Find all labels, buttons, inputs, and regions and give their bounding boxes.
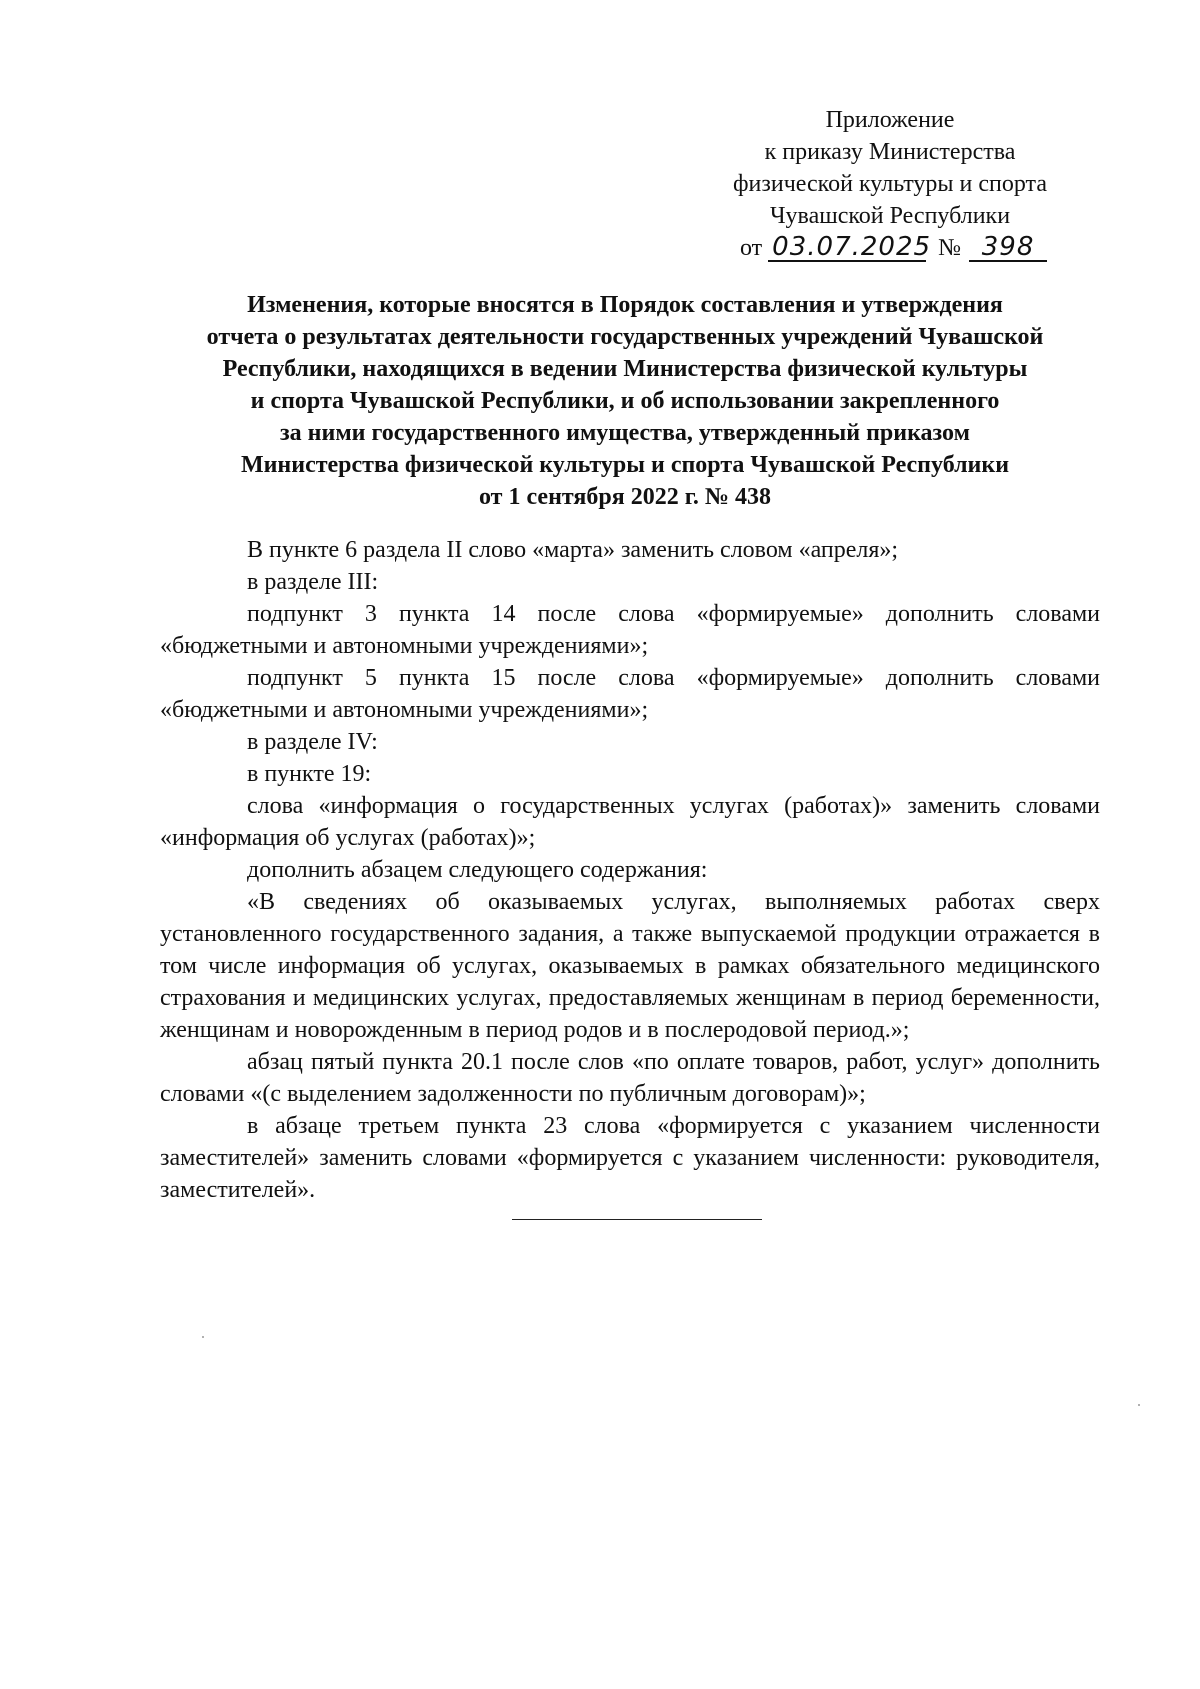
document-body [160, 534, 1100, 1206]
body-paragraph: подпункт 3 пункта 14 после слова «формируемые» дополнить словами «бюджетными и автономными учреждениями»; [160, 601, 1100, 659]
title-line: и спорта Чувашской Республики, и об использовании закрепленного [250, 388, 1000, 414]
appendix-order-ref: к приказу Министерства [764, 139, 1016, 165]
title-line: за ними государственного имущества, утвержденный приказом [280, 420, 970, 446]
body-paragraph: «В сведениях об оказываемых услугах, выполняемых работах сверх установленного государственного задания, а также выпускаемой продукции отражается в том числе информация об услугах, оказываемых в рамках обязательного медицинского страхования и медицинских услугах, предоставляемых женщинам в период беременности, женщинам и новорожденным в период родов и в послеродовой период.»; [160, 889, 1100, 1043]
title-line: Республики, находящихся в ведении Министерства физической культуры [222, 356, 1028, 382]
order-date-number-line [740, 232, 1080, 264]
number-sign: № [938, 235, 962, 261]
body-paragraph: В пункте 6 раздела II слово «марта» заменить словом «апреля»; [247, 537, 899, 563]
date-prefix: от [740, 235, 763, 261]
body-paragraph: в разделе IV: [247, 729, 378, 755]
appendix-header [700, 104, 1080, 232]
handwritten-number: 398 [969, 234, 1047, 262]
appendix-republic: Чувашской Республики [769, 203, 1011, 229]
scan-speck [1138, 1404, 1140, 1406]
title-line: отчета о результатах деятельности государственных учреждений Чувашской [206, 324, 1044, 350]
appendix-title: Приложение [825, 107, 955, 133]
title-line: Министерства физической культуры и спорта Чувашской Республики [240, 452, 1010, 478]
appendix-ministry: физической культуры и спорта [732, 171, 1047, 197]
scan-speck [202, 1336, 204, 1338]
body-paragraph: в разделе III: [247, 569, 379, 595]
body-paragraph: в абзаце третьем пункта 23 слова «формируется с указанием численности заместителей» заменить словами «формируется с указанием численности: руководителя, заместителей». [160, 1113, 1100, 1203]
body-paragraph: дополнить абзацем следующего содержания: [247, 857, 708, 883]
closing-divider [512, 1219, 762, 1220]
body-paragraph: абзац пятый пункта 20.1 после слов «по оплате товаров, работ, услуг» дополнить словами «(с выделением задолженности по публичным договорам)»; [160, 1049, 1100, 1107]
body-paragraph: слова «информация о государственных услугах (работах)» заменить словами «информация об услугах (работах)»; [160, 793, 1100, 851]
handwritten-date: 03.07.2025 [768, 234, 926, 262]
body-paragraph: подпункт 5 пункта 15 после слова «формируемые» дополнить словами «бюджетными и автономными учреждениями»; [160, 665, 1100, 723]
title-line: Изменения, которые вносятся в Порядок составления и утверждения [247, 292, 1003, 318]
body-paragraph: в пункте 19: [247, 761, 372, 787]
document-title [150, 289, 1100, 513]
title-line: от 1 сентября 2022 г. № 438 [479, 484, 771, 510]
